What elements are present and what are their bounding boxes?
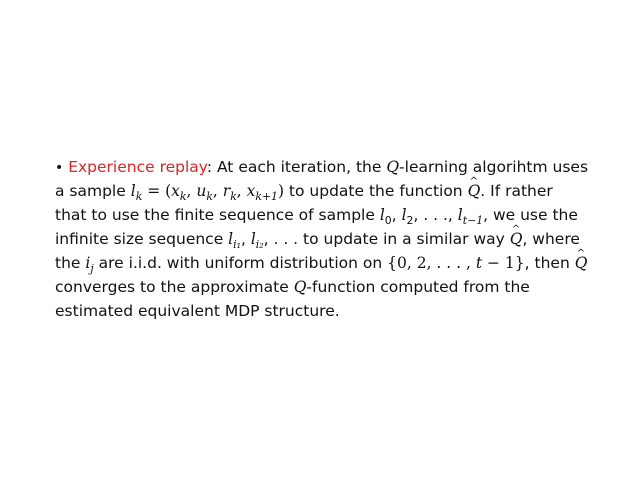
- math-token: ,: [212, 182, 223, 200]
- math-token: i₁: [233, 238, 241, 252]
- text-run: , where: [522, 230, 580, 248]
- math-token: u: [196, 182, 207, 200]
- text-run: ,: [391, 206, 402, 224]
- text-line: [55, 252, 587, 274]
- math-token: i: [85, 254, 91, 272]
- math-token: k: [135, 190, 143, 204]
- text-run: , we use the: [483, 206, 578, 224]
- math-token: l: [130, 182, 136, 200]
- text-run: , . . .,: [413, 206, 458, 224]
- math-token: k: [206, 190, 213, 204]
- math-token: x: [171, 182, 180, 200]
- text-run: ,: [240, 230, 251, 248]
- math-token: l: [228, 230, 234, 248]
- text-run: : At each iteration, the: [206, 158, 387, 176]
- math-token: ,: [236, 182, 247, 200]
- math-token: k: [179, 190, 187, 204]
- math-token: l: [457, 206, 463, 224]
- q-hat-symbol: ^ Q: [510, 228, 523, 250]
- math-token: k+1: [255, 190, 278, 204]
- math-token: = (: [142, 182, 172, 200]
- math-token: ,: [186, 182, 197, 200]
- text-run: converges to the approximate: [55, 278, 294, 296]
- q-hat-symbol: ^ Q: [468, 180, 481, 202]
- text-run: , . . . to update in a similar way: [263, 230, 510, 248]
- text-run: that to use the finite sequence of sample: [55, 206, 380, 224]
- text-run: , then: [524, 254, 575, 272]
- math-token: x: [246, 182, 256, 200]
- text-line: [55, 156, 588, 179]
- text-run: the: [55, 254, 86, 272]
- math-token: ): [277, 182, 284, 200]
- text-line: [55, 276, 530, 298]
- text-run: infinite size sequence: [55, 230, 229, 248]
- math-token: l: [379, 206, 385, 224]
- text-run: estimated equivalent MDP structure.: [55, 302, 340, 320]
- text-run: to update the function: [284, 182, 468, 200]
- highlighted-term: Experience replay: [68, 158, 207, 176]
- text-line: [55, 300, 340, 322]
- math-token: t: [475, 254, 483, 272]
- bullet-marker: •: [55, 160, 64, 176]
- text-run: are i.i.d. with uniform distribution on: [93, 254, 388, 272]
- q-hat-symbol: ^ Q: [575, 252, 588, 274]
- math-token: − 1}: [482, 254, 525, 272]
- math-token: Q: [386, 158, 400, 176]
- text-run: . If rather: [480, 182, 553, 200]
- math-token: t−1: [462, 214, 484, 228]
- math-token: l: [250, 230, 256, 248]
- math-token: j: [90, 262, 94, 276]
- text-run: a sample: [55, 182, 131, 200]
- math-token: Q: [293, 278, 307, 296]
- text-run: -learning algorihtm uses: [399, 158, 589, 176]
- math-token: {0, 2, . . . ,: [387, 254, 476, 272]
- math-token: i₂: [255, 238, 264, 252]
- math-token: r: [222, 182, 231, 200]
- math-token: l: [401, 206, 407, 224]
- text-line: [55, 228, 580, 250]
- text-line: [55, 204, 578, 226]
- text-run: 0: [384, 214, 392, 228]
- text-run: -function computed from the: [306, 278, 530, 296]
- math-token: k: [230, 190, 237, 204]
- text-line: [55, 180, 553, 202]
- text-run: 2: [406, 214, 414, 228]
